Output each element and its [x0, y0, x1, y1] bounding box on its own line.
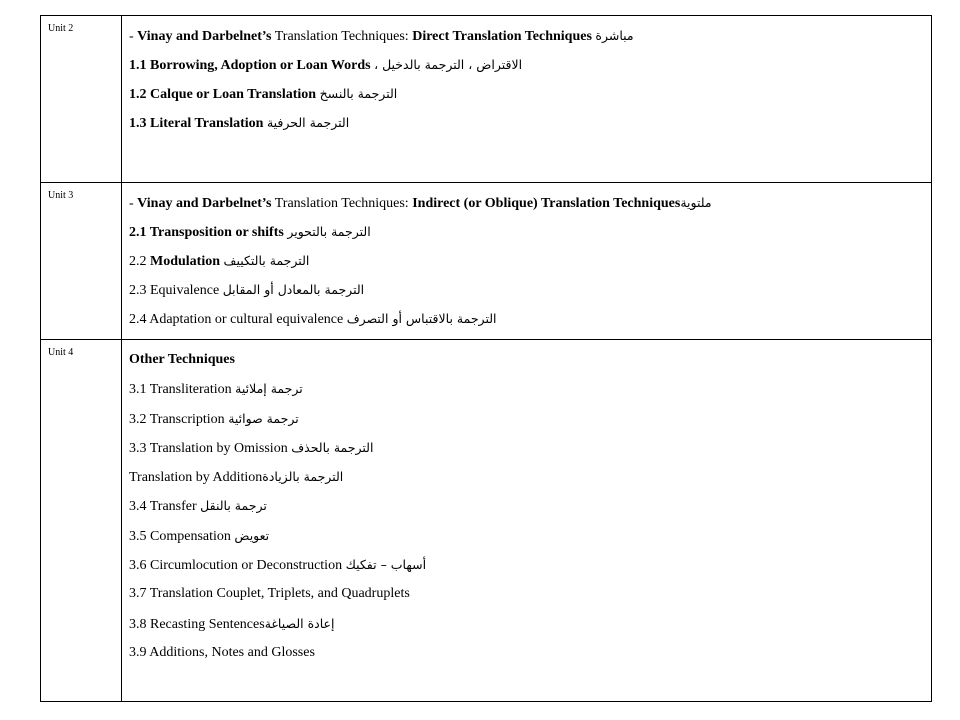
topic-line — [129, 79, 931, 108]
topic-text: 3.8 Recasting Sentences — [129, 616, 265, 632]
topic-line — [129, 246, 931, 275]
topic-line — [129, 521, 931, 550]
topic-bold: 1.3 Literal Translation — [129, 116, 264, 131]
topic-text: Translation by Addition — [129, 470, 263, 486]
topic-line — [129, 304, 931, 333]
arabic-term: ترجمة إملائية — [235, 381, 303, 397]
arabic-term: الترجمة بالاقتباس أو التصرف — [346, 311, 497, 326]
topic-line — [129, 108, 931, 137]
arabic-term: ملتوية — [680, 195, 712, 210]
unit-content — [122, 16, 932, 183]
unit-content — [122, 340, 932, 702]
topic-bold-2: Indirect (or Oblique) Translation Techniques — [412, 196, 681, 211]
topic-line — [129, 188, 931, 217]
arabic-term: الترجمة بالحذف — [291, 439, 374, 455]
topic-text: 2.3 Equivalence — [129, 283, 220, 298]
topic-bold-2: Modulation — [150, 254, 221, 269]
topic-bold: 1.1 Borrowing, Adoption or Loan Words — [129, 58, 371, 73]
topic-bold: 1.2 Calque or Loan Translation — [129, 87, 317, 102]
arabic-term: الترجمة بالتحوير — [287, 224, 371, 239]
line-prefix: - — [129, 196, 138, 211]
topic-bold: Vinay and Darbelnet’s — [137, 196, 272, 211]
unit-row-4 — [41, 340, 932, 702]
unit-label: Unit 4 — [41, 340, 122, 702]
arabic-term: تعويض — [234, 527, 270, 543]
topic-text: 3.4 Transfer — [129, 499, 197, 515]
arabic-term: مباشرة — [595, 28, 634, 43]
arabic-term: الترجمة بالمعادل أو المقابل — [222, 282, 365, 297]
units-table — [40, 15, 932, 702]
arabic-term: إعادة الصياغة — [264, 615, 335, 631]
unit-label: Unit 3 — [41, 183, 122, 340]
topic-text: 2.2 — [129, 254, 150, 269]
topic-line — [129, 609, 931, 638]
topic-text: 3.9 Additions, Notes and Glosses — [129, 644, 315, 660]
topic-line — [129, 404, 931, 433]
topic-bold: Other Techniques — [129, 352, 235, 367]
topic-bold: 2.1 Transposition or shifts — [129, 225, 284, 240]
topic-line — [129, 550, 931, 579]
topic-text: 3.1 Transliteration — [129, 382, 232, 398]
topic-text: 3.2 Transcription — [129, 411, 225, 427]
topic-bold: Vinay and Darbelnet’s — [137, 29, 272, 44]
topic-text: 3.7 Translation Couplet, Triplets, and Quadruplets — [129, 586, 410, 602]
topic-line — [129, 345, 931, 374]
arabic-term: الترجمة بالتكييف — [223, 253, 310, 268]
line-prefix: - — [129, 29, 138, 44]
arabic-term: الترجمة بالنسخ — [319, 86, 398, 101]
topic-line — [129, 217, 931, 246]
topic-text: Translation Techniques: — [271, 29, 413, 44]
topic-bold-2: Direct Translation Techniques — [412, 29, 592, 44]
arabic-term: ترجمة صوائية — [228, 410, 299, 426]
topic-text: 3.3 Translation by Omission — [129, 440, 288, 456]
topic-line — [129, 579, 931, 608]
topic-line — [129, 491, 931, 520]
unit-row-2 — [41, 16, 932, 183]
topic-text: 3.5 Compensation — [129, 528, 231, 544]
unit-row-3 — [41, 183, 932, 340]
topic-text: 3.6 Circumlocution or Deconstruction — [129, 558, 343, 574]
topic-line — [129, 21, 931, 50]
topic-text: Translation Techniques: — [271, 196, 413, 211]
arabic-term: الترجمة الحرفية — [266, 115, 350, 130]
topic-line — [129, 433, 931, 462]
topic-line — [129, 462, 931, 491]
topic-line — [129, 50, 931, 79]
arabic-term: ترجمة بالنقل — [200, 498, 267, 514]
arabic-term: الاقتراض ، الترجمة بالدخيل ، — [374, 57, 523, 72]
topic-line — [129, 275, 931, 304]
topic-text: 2.4 Adaptation or cultural equivalence — [129, 312, 344, 327]
topic-line — [129, 374, 931, 403]
arabic-term: أسهاب – تفكيك — [345, 557, 427, 573]
unit-content — [122, 183, 932, 340]
arabic-term: الترجمة بالزيادة — [262, 469, 344, 485]
unit-label: Unit 2 — [41, 16, 122, 183]
topic-line — [129, 638, 931, 667]
